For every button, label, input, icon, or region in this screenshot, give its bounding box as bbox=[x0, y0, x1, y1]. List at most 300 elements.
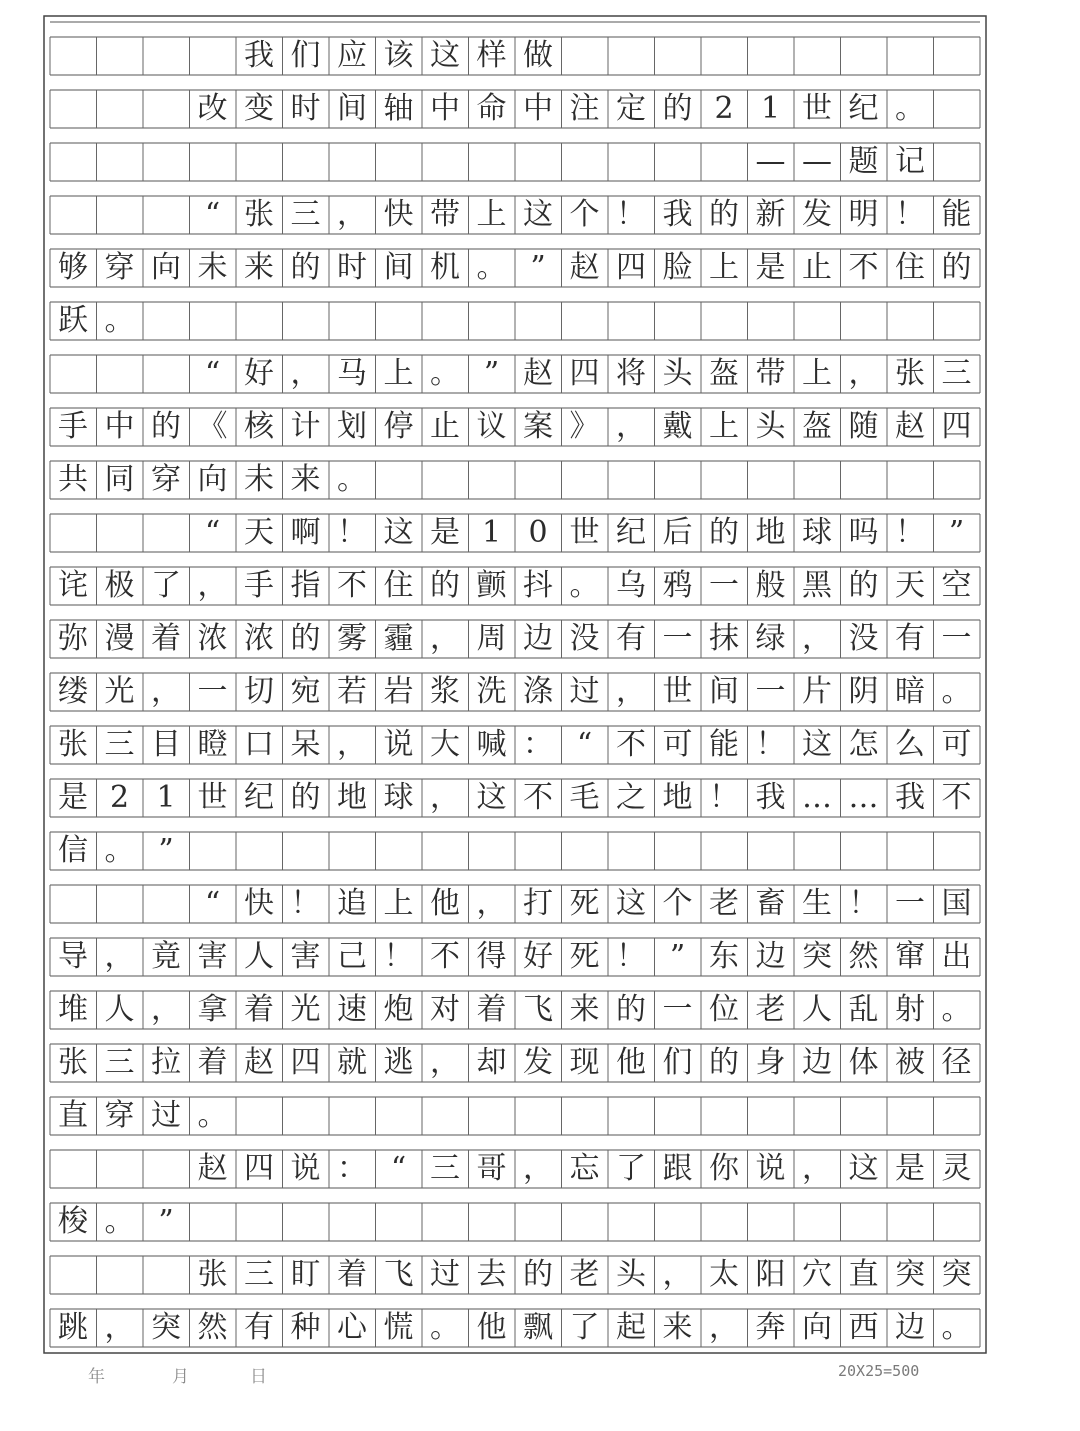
grid-character: ， bbox=[151, 674, 181, 709]
grid-character: 间 bbox=[709, 674, 739, 709]
grid-character: 心 bbox=[337, 1310, 367, 1345]
grid-character: 说 bbox=[290, 1151, 321, 1186]
grid-character: 瞪 bbox=[197, 727, 228, 762]
grid-character: ！ bbox=[709, 780, 739, 815]
grid-character: 手 bbox=[58, 409, 88, 444]
grid-character: 快 bbox=[244, 886, 274, 921]
grid-character: 的 bbox=[662, 91, 693, 126]
grid-character: 发 bbox=[802, 197, 832, 232]
grid-character: 有 bbox=[244, 1310, 274, 1345]
grid-character: 发 bbox=[523, 1045, 553, 1080]
grid-character: 向 bbox=[802, 1310, 832, 1345]
grid-character: ！ bbox=[895, 197, 925, 232]
grid-character: “ bbox=[390, 1151, 407, 1186]
grid-character: 们 bbox=[290, 38, 321, 73]
grid-character: 哥 bbox=[476, 1151, 507, 1186]
grid-character: 快 bbox=[383, 197, 414, 232]
grid-character: 将 bbox=[616, 356, 646, 391]
grid-character: 盔 bbox=[802, 409, 832, 444]
grid-character: 周 bbox=[476, 621, 507, 656]
grid-character: 未 bbox=[244, 462, 274, 497]
grid-character: ， bbox=[476, 886, 507, 921]
grid-character: 却 bbox=[476, 1045, 507, 1080]
grid-character: 应 bbox=[337, 38, 367, 73]
grid-character: 口 bbox=[244, 727, 274, 762]
grid-character: 生 bbox=[802, 886, 832, 921]
grid-character: 目 bbox=[151, 727, 181, 762]
grid-character: 漫 bbox=[104, 621, 135, 656]
grid-character: 奔 bbox=[755, 1310, 786, 1345]
grid-character: 涤 bbox=[523, 674, 553, 709]
grid-character: 记 bbox=[895, 144, 925, 179]
grid-character: 赵 bbox=[197, 1151, 228, 1186]
grid-character: ！ bbox=[383, 939, 414, 974]
grid-character: 样 bbox=[476, 38, 507, 73]
grid-character: 2 bbox=[109, 780, 130, 815]
grid-character: 的 bbox=[848, 568, 879, 603]
grid-character: 。 bbox=[104, 303, 135, 338]
grid-character: 我 bbox=[244, 38, 274, 73]
grid-character: ， bbox=[802, 621, 832, 656]
grid-character: 浆 bbox=[430, 674, 460, 709]
grid-character: 导 bbox=[58, 939, 88, 974]
grid-character: 有 bbox=[616, 621, 646, 656]
grid-character: 四 bbox=[244, 1151, 274, 1186]
grid-character: 穿 bbox=[151, 462, 181, 497]
grid-character: 。 bbox=[337, 462, 367, 497]
grid-character: 。 bbox=[430, 1310, 460, 1345]
grid-character: 一 bbox=[197, 674, 228, 709]
grid-character: 指 bbox=[290, 568, 321, 603]
grid-character: 好 bbox=[523, 939, 553, 974]
grid-character: 球 bbox=[383, 780, 414, 815]
grid-character: 害 bbox=[290, 939, 321, 974]
grid-character: 身 bbox=[755, 1045, 786, 1080]
grid-character: 地 bbox=[755, 515, 786, 550]
grid-character: ， bbox=[151, 992, 181, 1027]
grid-character: 不 bbox=[430, 939, 460, 974]
grid-character: 然 bbox=[848, 939, 879, 974]
grid-character: 我 bbox=[755, 780, 786, 815]
grid-character: 的 bbox=[290, 250, 321, 285]
grid-character: 够 bbox=[58, 250, 88, 285]
grid-character: ” bbox=[530, 250, 546, 285]
grid-character: 世 bbox=[802, 91, 832, 126]
grid-character: 的 bbox=[430, 568, 460, 603]
grid-character: 出 bbox=[941, 939, 972, 974]
grid-character: 世 bbox=[662, 674, 693, 709]
grid-character: 盔 bbox=[709, 356, 739, 391]
grid-character: ， bbox=[290, 356, 321, 391]
grid-character: 头 bbox=[616, 1257, 646, 1292]
grid-character: 的 bbox=[151, 409, 181, 444]
grid-character: 三 bbox=[104, 727, 135, 762]
grid-character: 不 bbox=[616, 727, 646, 762]
grid-character: ！ bbox=[895, 515, 925, 550]
grid-character: 乱 bbox=[848, 992, 879, 1027]
grid-character: 呆 bbox=[290, 727, 321, 762]
grid-character: 之 bbox=[616, 780, 646, 815]
grid-character: 一 bbox=[709, 568, 739, 603]
grid-character: 一 bbox=[662, 992, 693, 1027]
grid-character: 他 bbox=[616, 1045, 646, 1080]
grid-character: 飞 bbox=[383, 1257, 414, 1292]
footer-day-label: 日 bbox=[250, 1367, 267, 1386]
grid-character: 飘 bbox=[523, 1310, 553, 1345]
grid-character: 四 bbox=[941, 409, 972, 444]
grid-character: 灵 bbox=[941, 1151, 972, 1186]
grid-character: 。 bbox=[430, 356, 460, 391]
grid-character: 纪 bbox=[848, 91, 879, 126]
grid-character: 老 bbox=[755, 992, 786, 1027]
grid-character: 穿 bbox=[104, 250, 135, 285]
grid-character: ： bbox=[337, 1151, 367, 1186]
grid-character: 吗 bbox=[848, 515, 879, 550]
grid-character: 直 bbox=[848, 1257, 879, 1292]
grid-character: 着 bbox=[476, 992, 507, 1027]
grid-character: 马 bbox=[337, 356, 367, 391]
grid-character: 议 bbox=[476, 409, 507, 444]
grid-character: 忘 bbox=[569, 1151, 600, 1186]
grid-character: 来 bbox=[244, 250, 274, 285]
grid-character: 这 bbox=[523, 197, 553, 232]
grid-character: 跃 bbox=[58, 303, 88, 338]
grid-character: 命 bbox=[476, 91, 507, 126]
grid-character: 带 bbox=[755, 356, 786, 391]
grid-character: ： bbox=[523, 727, 553, 762]
grid-character: “ bbox=[204, 356, 221, 391]
grid-character: 东 bbox=[709, 939, 739, 974]
grid-character: 阴 bbox=[848, 674, 879, 709]
grid-character: 现 bbox=[569, 1045, 600, 1080]
grid-character: 老 bbox=[709, 886, 739, 921]
grid-character: 新 bbox=[755, 197, 786, 232]
grid-character: 来 bbox=[662, 1310, 693, 1345]
grid-character: 岩 bbox=[383, 674, 414, 709]
grid-character: 间 bbox=[337, 91, 367, 126]
grid-character: 头 bbox=[662, 356, 693, 391]
grid-character: ， bbox=[430, 621, 460, 656]
grid-character: 是 bbox=[895, 1151, 925, 1186]
grid-character: ， bbox=[337, 727, 367, 762]
grid-character: 没 bbox=[848, 621, 879, 656]
grid-character: 的 bbox=[616, 992, 646, 1027]
grid-character: 0 bbox=[528, 515, 548, 550]
grid-character: 突 bbox=[802, 939, 832, 974]
grid-character: 国 bbox=[941, 886, 972, 921]
grid-character: 畜 bbox=[755, 886, 786, 921]
grid-character: 对 bbox=[430, 992, 460, 1027]
grid-character: ， bbox=[430, 1045, 460, 1080]
grid-character: 随 bbox=[848, 409, 879, 444]
grid-character: … bbox=[802, 780, 832, 815]
grid-character: 老 bbox=[569, 1257, 600, 1292]
grid-character: 穿 bbox=[104, 1098, 135, 1133]
grid-character: 黑 bbox=[802, 568, 832, 603]
grid-character: 位 bbox=[709, 992, 739, 1027]
grid-character: 时 bbox=[290, 91, 321, 126]
grid-character: 边 bbox=[895, 1310, 925, 1345]
grid-character: 着 bbox=[337, 1257, 367, 1292]
grid-character: 三 bbox=[430, 1151, 460, 1186]
grid-character: 这 bbox=[383, 515, 414, 550]
grid-character: 得 bbox=[476, 939, 507, 974]
grid-character: 三 bbox=[104, 1045, 135, 1080]
grid-character: 能 bbox=[941, 197, 972, 232]
grid-character: 中 bbox=[523, 91, 553, 126]
grid-character: 。 bbox=[941, 1310, 972, 1345]
grid-character: 突 bbox=[151, 1310, 181, 1345]
grid-character: ， bbox=[848, 356, 879, 391]
grid-character: 注 bbox=[569, 91, 600, 126]
grid-character: 穴 bbox=[802, 1257, 832, 1292]
grid-character: 盯 bbox=[290, 1257, 321, 1292]
grid-character: ， bbox=[523, 1151, 553, 1186]
grid-character: 。 bbox=[104, 833, 135, 868]
grid-character: 阳 bbox=[755, 1257, 786, 1292]
grid-character: “ bbox=[204, 197, 221, 232]
grid-character: 案 bbox=[523, 409, 553, 444]
grid-character: 飞 bbox=[523, 992, 553, 1027]
grid-character: 赵 bbox=[895, 409, 925, 444]
grid-character: 向 bbox=[197, 462, 228, 497]
grid-character: 是 bbox=[430, 515, 460, 550]
grid-character: 上 bbox=[709, 409, 739, 444]
grid-character: 张 bbox=[58, 1045, 88, 1080]
grid-character: 边 bbox=[755, 939, 786, 974]
grid-character: 张 bbox=[895, 356, 925, 391]
grid-character: 。 bbox=[941, 674, 972, 709]
grid-character: 这 bbox=[430, 38, 460, 73]
grid-character: 一 bbox=[895, 886, 925, 921]
grid-character: 定 bbox=[616, 91, 646, 126]
grid-character: 突 bbox=[895, 1257, 925, 1292]
grid-character: 体 bbox=[848, 1045, 879, 1080]
grid-character: 三 bbox=[290, 197, 321, 232]
grid-character: ， bbox=[104, 939, 135, 974]
grid-character: ” bbox=[483, 356, 500, 391]
grid-character: 啊 bbox=[290, 515, 321, 550]
grid-character: 他 bbox=[476, 1310, 507, 1345]
grid-character: 毛 bbox=[569, 780, 600, 815]
grid-character: 径 bbox=[941, 1045, 972, 1080]
grid-character: ！ bbox=[290, 886, 321, 921]
grid-character: 极 bbox=[104, 568, 135, 603]
grid-character: 赵 bbox=[569, 250, 600, 285]
grid-character: 这 bbox=[616, 886, 646, 921]
footer-year-label: 年 bbox=[88, 1367, 105, 1386]
grid-character: ！ bbox=[848, 886, 879, 921]
grid-character: 核 bbox=[244, 409, 274, 444]
grid-character: 跟 bbox=[662, 1151, 693, 1186]
grid-character: 就 bbox=[337, 1045, 367, 1080]
grid-character: 这 bbox=[848, 1151, 879, 1186]
grid-character: 怎 bbox=[848, 727, 879, 762]
grid-character: 纪 bbox=[616, 515, 646, 550]
grid-character: ！ bbox=[616, 197, 646, 232]
grid-character: ， bbox=[337, 197, 367, 232]
grid-character: 做 bbox=[523, 38, 553, 73]
grid-character: 个 bbox=[569, 197, 600, 232]
grid-character: 切 bbox=[244, 674, 274, 709]
grid-character: 片 bbox=[802, 674, 832, 709]
grid-character: 四 bbox=[569, 356, 600, 391]
grid-character: ， bbox=[802, 1151, 832, 1186]
grid-character: 说 bbox=[755, 1151, 786, 1186]
grid-character: 边 bbox=[802, 1045, 832, 1080]
grid-character: 鸦 bbox=[662, 568, 693, 603]
grid-character: 不 bbox=[848, 250, 879, 285]
grid-character: ， bbox=[709, 1310, 739, 1345]
grid-character: ， bbox=[662, 1257, 693, 1292]
grid-character: 。 bbox=[569, 568, 600, 603]
grid-character: 拉 bbox=[151, 1045, 181, 1080]
grid-character: 光 bbox=[290, 992, 321, 1027]
grid-character: 张 bbox=[58, 727, 88, 762]
grid-character: 止 bbox=[430, 409, 460, 444]
grid-character: 1 bbox=[760, 91, 781, 126]
grid-character: 中 bbox=[104, 409, 135, 444]
grid-character: 地 bbox=[662, 780, 693, 815]
grid-character: 人 bbox=[244, 939, 274, 974]
grid-character: 住 bbox=[895, 250, 925, 285]
grid-character: 划 bbox=[337, 409, 367, 444]
grid-character: 若 bbox=[337, 674, 367, 709]
grid-character: 的 bbox=[709, 1045, 739, 1080]
grid-character: 雾 bbox=[337, 621, 367, 656]
grid-character: 的 bbox=[290, 780, 321, 815]
grid-character: 窜 bbox=[895, 939, 925, 974]
grid-character: 可 bbox=[662, 727, 693, 762]
grid-character: 张 bbox=[244, 197, 274, 232]
grid-character: 过 bbox=[151, 1098, 181, 1133]
grid-character: 该 bbox=[383, 38, 414, 73]
grid-character: 缕 bbox=[58, 674, 88, 709]
grid-character: ！ bbox=[755, 727, 786, 762]
grid-character: 。 bbox=[476, 250, 507, 285]
grid-character: 。 bbox=[197, 1098, 228, 1133]
grid-character: 人 bbox=[104, 992, 135, 1027]
grid-character: ” bbox=[948, 515, 965, 550]
grid-character: 上 bbox=[383, 886, 414, 921]
grid-character: 机 bbox=[430, 250, 460, 285]
grid-character: 喊 bbox=[476, 727, 507, 762]
grid-character: 停 bbox=[383, 409, 414, 444]
grid-character: 向 bbox=[151, 250, 181, 285]
grid-character: 没 bbox=[569, 621, 600, 656]
grid-character: 拿 bbox=[197, 992, 228, 1027]
grid-character: 是 bbox=[58, 780, 88, 815]
grid-character: 。 bbox=[941, 992, 972, 1027]
grid-character: 是 bbox=[755, 250, 786, 285]
grid-character: 去 bbox=[476, 1257, 507, 1292]
grid-character: 止 bbox=[802, 250, 832, 285]
grid-character: ， bbox=[104, 1310, 135, 1345]
grid-character: 跳 bbox=[58, 1310, 88, 1345]
grid-character: 后 bbox=[662, 515, 693, 550]
grid-character: 可 bbox=[941, 727, 972, 762]
grid-character: 射 bbox=[895, 992, 925, 1027]
grid-character: 过 bbox=[569, 674, 600, 709]
grid-character: ， bbox=[616, 409, 646, 444]
grid-character: 抹 bbox=[709, 621, 739, 656]
grid-character: … bbox=[848, 780, 879, 815]
grid-character: 慌 bbox=[383, 1310, 414, 1345]
grid-character: 中 bbox=[430, 91, 460, 126]
grid-character: 的 bbox=[709, 515, 739, 550]
grid-character: 逃 bbox=[383, 1045, 414, 1080]
grid-character: 我 bbox=[895, 780, 925, 815]
grid-character: 》 bbox=[569, 409, 600, 444]
grid-character: 我 bbox=[662, 197, 693, 232]
grid-character: 了 bbox=[569, 1310, 600, 1345]
grid-character: ！ bbox=[337, 515, 367, 550]
grid-character: 浓 bbox=[244, 621, 274, 656]
grid-character: 突 bbox=[941, 1257, 972, 1292]
grid-character: 炮 bbox=[383, 992, 414, 1027]
grid-character: 边 bbox=[523, 621, 553, 656]
grid-character: 2 bbox=[714, 91, 734, 126]
grid-character: 速 bbox=[337, 992, 367, 1027]
grid-character: 了 bbox=[616, 1151, 646, 1186]
grid-character: 来 bbox=[290, 462, 321, 497]
grid-character: 不 bbox=[941, 780, 972, 815]
grid-character: 不 bbox=[337, 568, 367, 603]
grid-character: 霾 bbox=[383, 621, 414, 656]
grid-character: ， bbox=[430, 780, 460, 815]
grid-character: 明 bbox=[848, 197, 879, 232]
grid-character: ” bbox=[669, 939, 686, 974]
grid-character: 种 bbox=[290, 1310, 321, 1345]
grid-character: 着 bbox=[244, 992, 274, 1027]
grid-character: ， bbox=[616, 674, 646, 709]
grid-character: 间 bbox=[383, 250, 414, 285]
grid-character: 诧 bbox=[58, 568, 88, 603]
grid-character: “ bbox=[576, 727, 593, 762]
grid-character: 打 bbox=[523, 886, 553, 921]
grid-character: 球 bbox=[802, 515, 832, 550]
grid-character: 的 bbox=[709, 197, 739, 232]
grid-character: 四 bbox=[616, 250, 646, 285]
grid-character: 张 bbox=[197, 1257, 228, 1292]
grid-character: 颤 bbox=[476, 568, 507, 603]
grid-character: 一 bbox=[941, 621, 972, 656]
grid-character: “ bbox=[204, 515, 221, 550]
grid-character: 脸 bbox=[662, 250, 693, 285]
grid-character: 死 bbox=[569, 939, 600, 974]
grid-character: 四 bbox=[290, 1045, 321, 1080]
grid-character: 堆 bbox=[58, 992, 88, 1027]
grid-character: 空 bbox=[941, 568, 972, 603]
grid-character: 上 bbox=[802, 356, 832, 391]
grid-character: 绿 bbox=[755, 621, 786, 656]
grid-character: 抖 bbox=[523, 568, 553, 603]
grid-character: 好 bbox=[244, 356, 274, 391]
grid-character: — bbox=[802, 144, 832, 179]
grid-character: 害 bbox=[197, 939, 228, 974]
grid-character: 你 bbox=[709, 1151, 739, 1186]
grid-character: “ bbox=[204, 886, 221, 921]
grid-character: 赵 bbox=[523, 356, 553, 391]
grid-count-label: 20X25=500 bbox=[838, 1362, 920, 1380]
grid-character: 不 bbox=[523, 780, 553, 815]
grid-character: 题 bbox=[848, 144, 879, 179]
grid-character: 的 bbox=[523, 1257, 553, 1292]
grid-character: 上 bbox=[383, 356, 414, 391]
grid-character: 说 bbox=[383, 727, 414, 762]
grid-character: 起 bbox=[616, 1310, 646, 1345]
grid-character: 。 bbox=[895, 91, 925, 126]
